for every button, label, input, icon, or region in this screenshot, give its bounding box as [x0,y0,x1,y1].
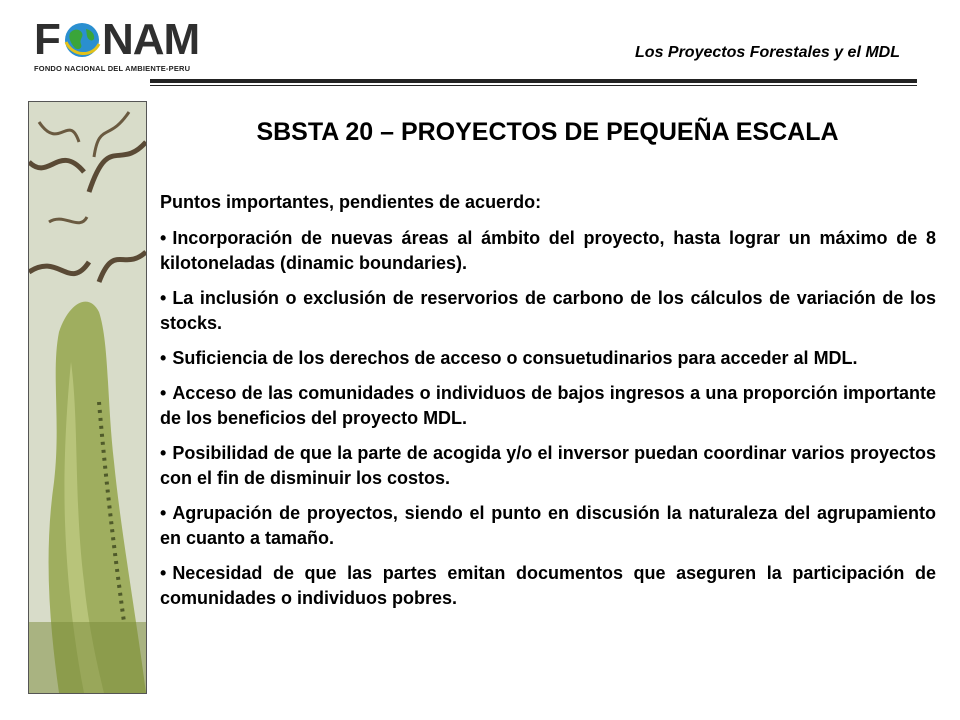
bullet-icon: • [160,563,167,583]
slide-title: SBSTA 20 – PROYECTOS DE PEQUEÑA ESCALA [256,118,839,146]
list-item [160,286,936,336]
globe-icon [62,20,102,60]
header-rule [150,79,917,83]
list-item-text: Agrupación de proyectos, siendo el punto en discusión la naturaleza del agrupamiento en cuanto a tamaño. [160,503,936,548]
list-item [160,346,936,371]
bullet-icon: • [160,383,167,403]
list-item-text: Necesidad de que las partes emitan documentos que aseguren la participación de comunidades o individuos pobres. [160,563,936,608]
intro-text: Puntos importantes, pendientes de acuerdo: [160,192,542,212]
list-item-text: La inclusión o exclusión de reservorios de carbono de los cálculos de variación de los stocks. [160,288,936,333]
list-item-text: Incorporación de nuevas áreas al ámbito del proyecto, hasta lograr un máximo de 8 kilotoneladas (dinamic boundaries). [160,228,936,273]
list-item-text: Suficiencia de los derechos de acceso o consuetudinarios para acceder al MDL. [172,348,858,368]
slide-content [160,190,936,621]
bullet-icon: • [160,503,167,523]
list-item-text: Posibilidad de que la parte de acogida y/o el inversor puedan coordinar varios proyectos con el fin de disminuir los costos. [160,443,936,488]
bullet-icon: • [160,288,167,308]
header-rule-thin [150,85,917,86]
list-item [160,381,936,431]
list-item [160,501,936,551]
list-item [160,561,936,611]
list-item [160,441,936,491]
header-title: Los Proyectos Forestales y el MDL [635,44,900,61]
logo-subtitle: FONDO NACIONAL DEL AMBIENTE-PERU [34,64,191,73]
list-item-text: Acceso de las comunidades o individuos de bajos ingresos a una proporción importante de los beneficios del proyecto MDL. [160,383,936,428]
bullet-icon: • [160,228,167,248]
tree-photo [28,101,147,694]
bullet-icon: • [160,348,167,368]
fonam-logo: F NAM FONDO NACIONAL DEL AMBIENTE-PERU [34,15,200,73]
list-item [160,226,936,276]
bullet-icon: • [160,443,167,463]
